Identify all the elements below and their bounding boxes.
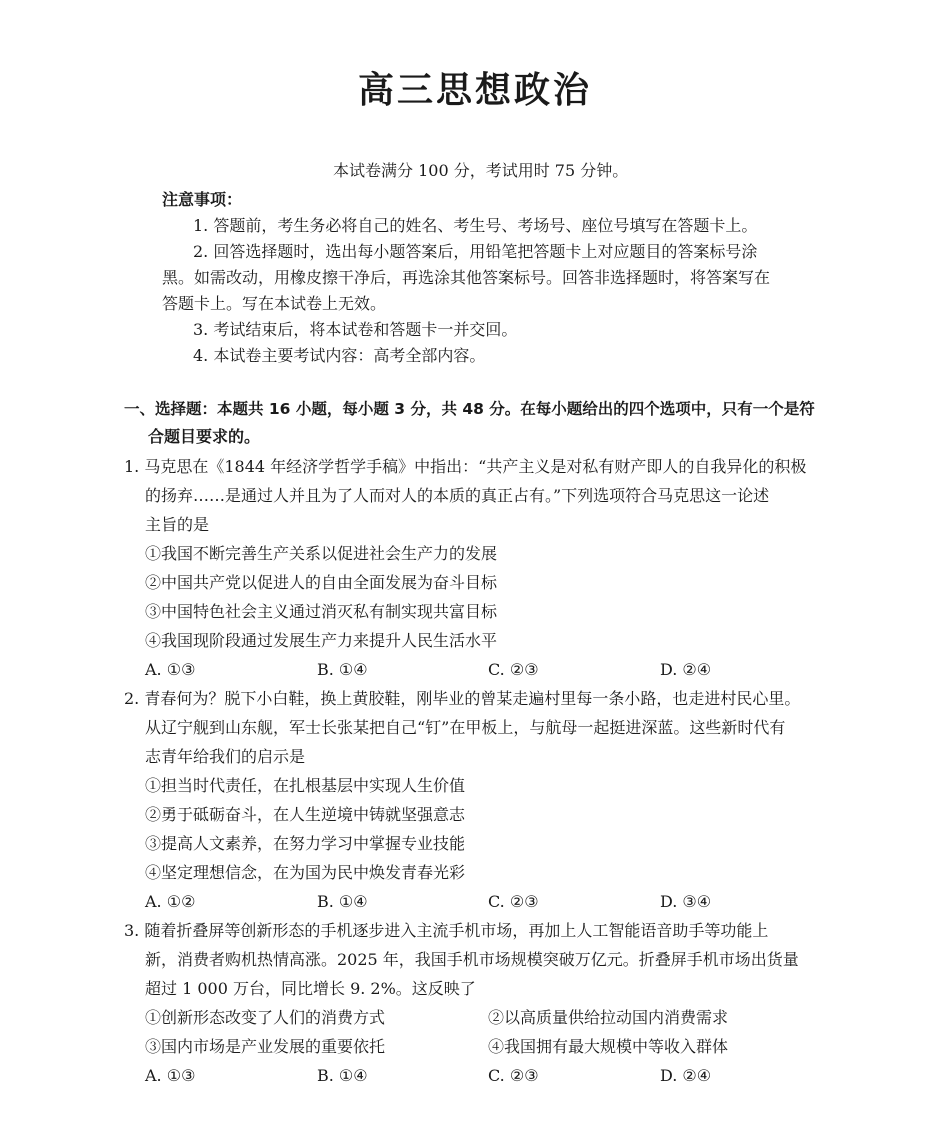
note-line: 3. 考试结束后，将本试卷和答题卡一并交回。 bbox=[193, 320, 518, 339]
answer-choice-c: C. ②③ bbox=[488, 660, 539, 679]
question-option: ④我国现阶段通过发展生产力来提升人民生活水平 bbox=[145, 631, 498, 650]
note-line: 1. 答题前，考生务必将自己的姓名、考生号、考场号、座位号填写在答题卡上。 bbox=[193, 216, 758, 235]
answer-choice-a: A. ①② bbox=[145, 892, 196, 911]
question-option: ③中国特色社会主义通过消灭私有制实现共富目标 bbox=[145, 602, 498, 621]
question-option: ②以高质量供给拉动国内消费需求 bbox=[488, 1008, 729, 1027]
question-option: ③国内市场是产业发展的重要依托 bbox=[145, 1037, 386, 1056]
answer-choice-a: A. ①③ bbox=[145, 660, 196, 679]
answer-choice-d: D. ②④ bbox=[660, 1066, 712, 1085]
note-line: 2. 回答选择题时，选出每小题答案后，用铅笔把答题卡上对应题目的答案标号涂 bbox=[193, 242, 758, 261]
answer-choice-c: C. ②③ bbox=[488, 1066, 539, 1085]
section-heading: 一、选择题：本题共 16 小题，每小题 3 分，共 48 分。在每小题给出的四个选项中，只有一个是符 bbox=[124, 400, 815, 418]
question-option: ②中国共产党以促进人的自由全面发展为奋斗目标 bbox=[145, 573, 498, 592]
question-stem: 从辽宁舰到山东舰，军士长张某把自己“钉”在甲板上，与航母一起挺进深蓝。这些新时代有 bbox=[145, 718, 786, 737]
question-option: ④坚定理想信念，在为国为民中焕发青春光彩 bbox=[145, 863, 466, 882]
note-line: 黑。如需改动，用橡皮擦干净后，再选涂其他答案标号。回答非选择题时，将答案写在 bbox=[162, 268, 771, 287]
note-line: 4. 本试卷主要考试内容：高考全部内容。 bbox=[193, 346, 486, 365]
answer-choice-b: B. ①④ bbox=[317, 660, 368, 679]
question-option: ①创新形态改变了人们的消费方式 bbox=[145, 1008, 386, 1027]
answer-choice-b: B. ①④ bbox=[317, 1066, 368, 1085]
question-option: ①我国不断完善生产关系以促进社会生产力的发展 bbox=[145, 544, 498, 563]
question-option: ④我国拥有最大规模中等收入群体 bbox=[488, 1037, 729, 1056]
question-stem: 超过 1 000 万台，同比增长 9. 2%。这反映了 bbox=[145, 979, 476, 998]
answer-choice-b: B. ①④ bbox=[317, 892, 368, 911]
question-option: ③提高人文素养，在努力学习中掌握专业技能 bbox=[145, 834, 466, 853]
answer-choice-a: A. ①③ bbox=[145, 1066, 196, 1085]
answer-choice-d: D. ②④ bbox=[660, 660, 712, 679]
page-title: 高三思想政治 bbox=[357, 70, 592, 111]
question-stem: 志青年给我们的启示是 bbox=[145, 747, 306, 766]
question-stem: 的扬弃……是通过人并且为了人而对人的本质的真正占有。”下列选项符合马克思这一论述 bbox=[145, 486, 770, 505]
question-stem: 3. 随着折叠屏等创新形态的手机逐步进入主流手机市场，再加上人工智能语音助手等功能上 bbox=[124, 921, 769, 940]
question-stem: 新，消费者购机热情高涨。2025 年，我国手机市场规模突破万亿元。折叠屏手机市场出货量 bbox=[145, 950, 799, 969]
question-stem: 1. 马克思在《1844 年经济学哲学手稿》中指出：“共产主义是对私有财产即人的自我异化的积极 bbox=[124, 457, 807, 476]
answer-choice-c: C. ②③ bbox=[488, 892, 539, 911]
question-option: ①担当时代责任，在扎根基层中实现人生价值 bbox=[145, 776, 466, 795]
question-option: ②勇于砥砺奋斗，在人生逆境中铸就坚强意志 bbox=[145, 805, 466, 824]
section-heading-cont: 合题目要求的。 bbox=[148, 427, 261, 446]
exam-info: 本试卷满分 100 分，考试用时 75 分钟。 bbox=[333, 161, 629, 180]
notes-heading: 注意事项： bbox=[162, 190, 243, 209]
question-stem: 2. 青春何为？脱下小白鞋，换上黄胶鞋，刚毕业的曾某走遍村里每一条小路，也走进村民心里。 bbox=[124, 689, 801, 708]
answer-choice-d: D. ③④ bbox=[660, 892, 712, 911]
question-stem: 主旨的是 bbox=[145, 515, 210, 534]
note-line: 答题卡上。写在本试卷上无效。 bbox=[162, 294, 387, 313]
